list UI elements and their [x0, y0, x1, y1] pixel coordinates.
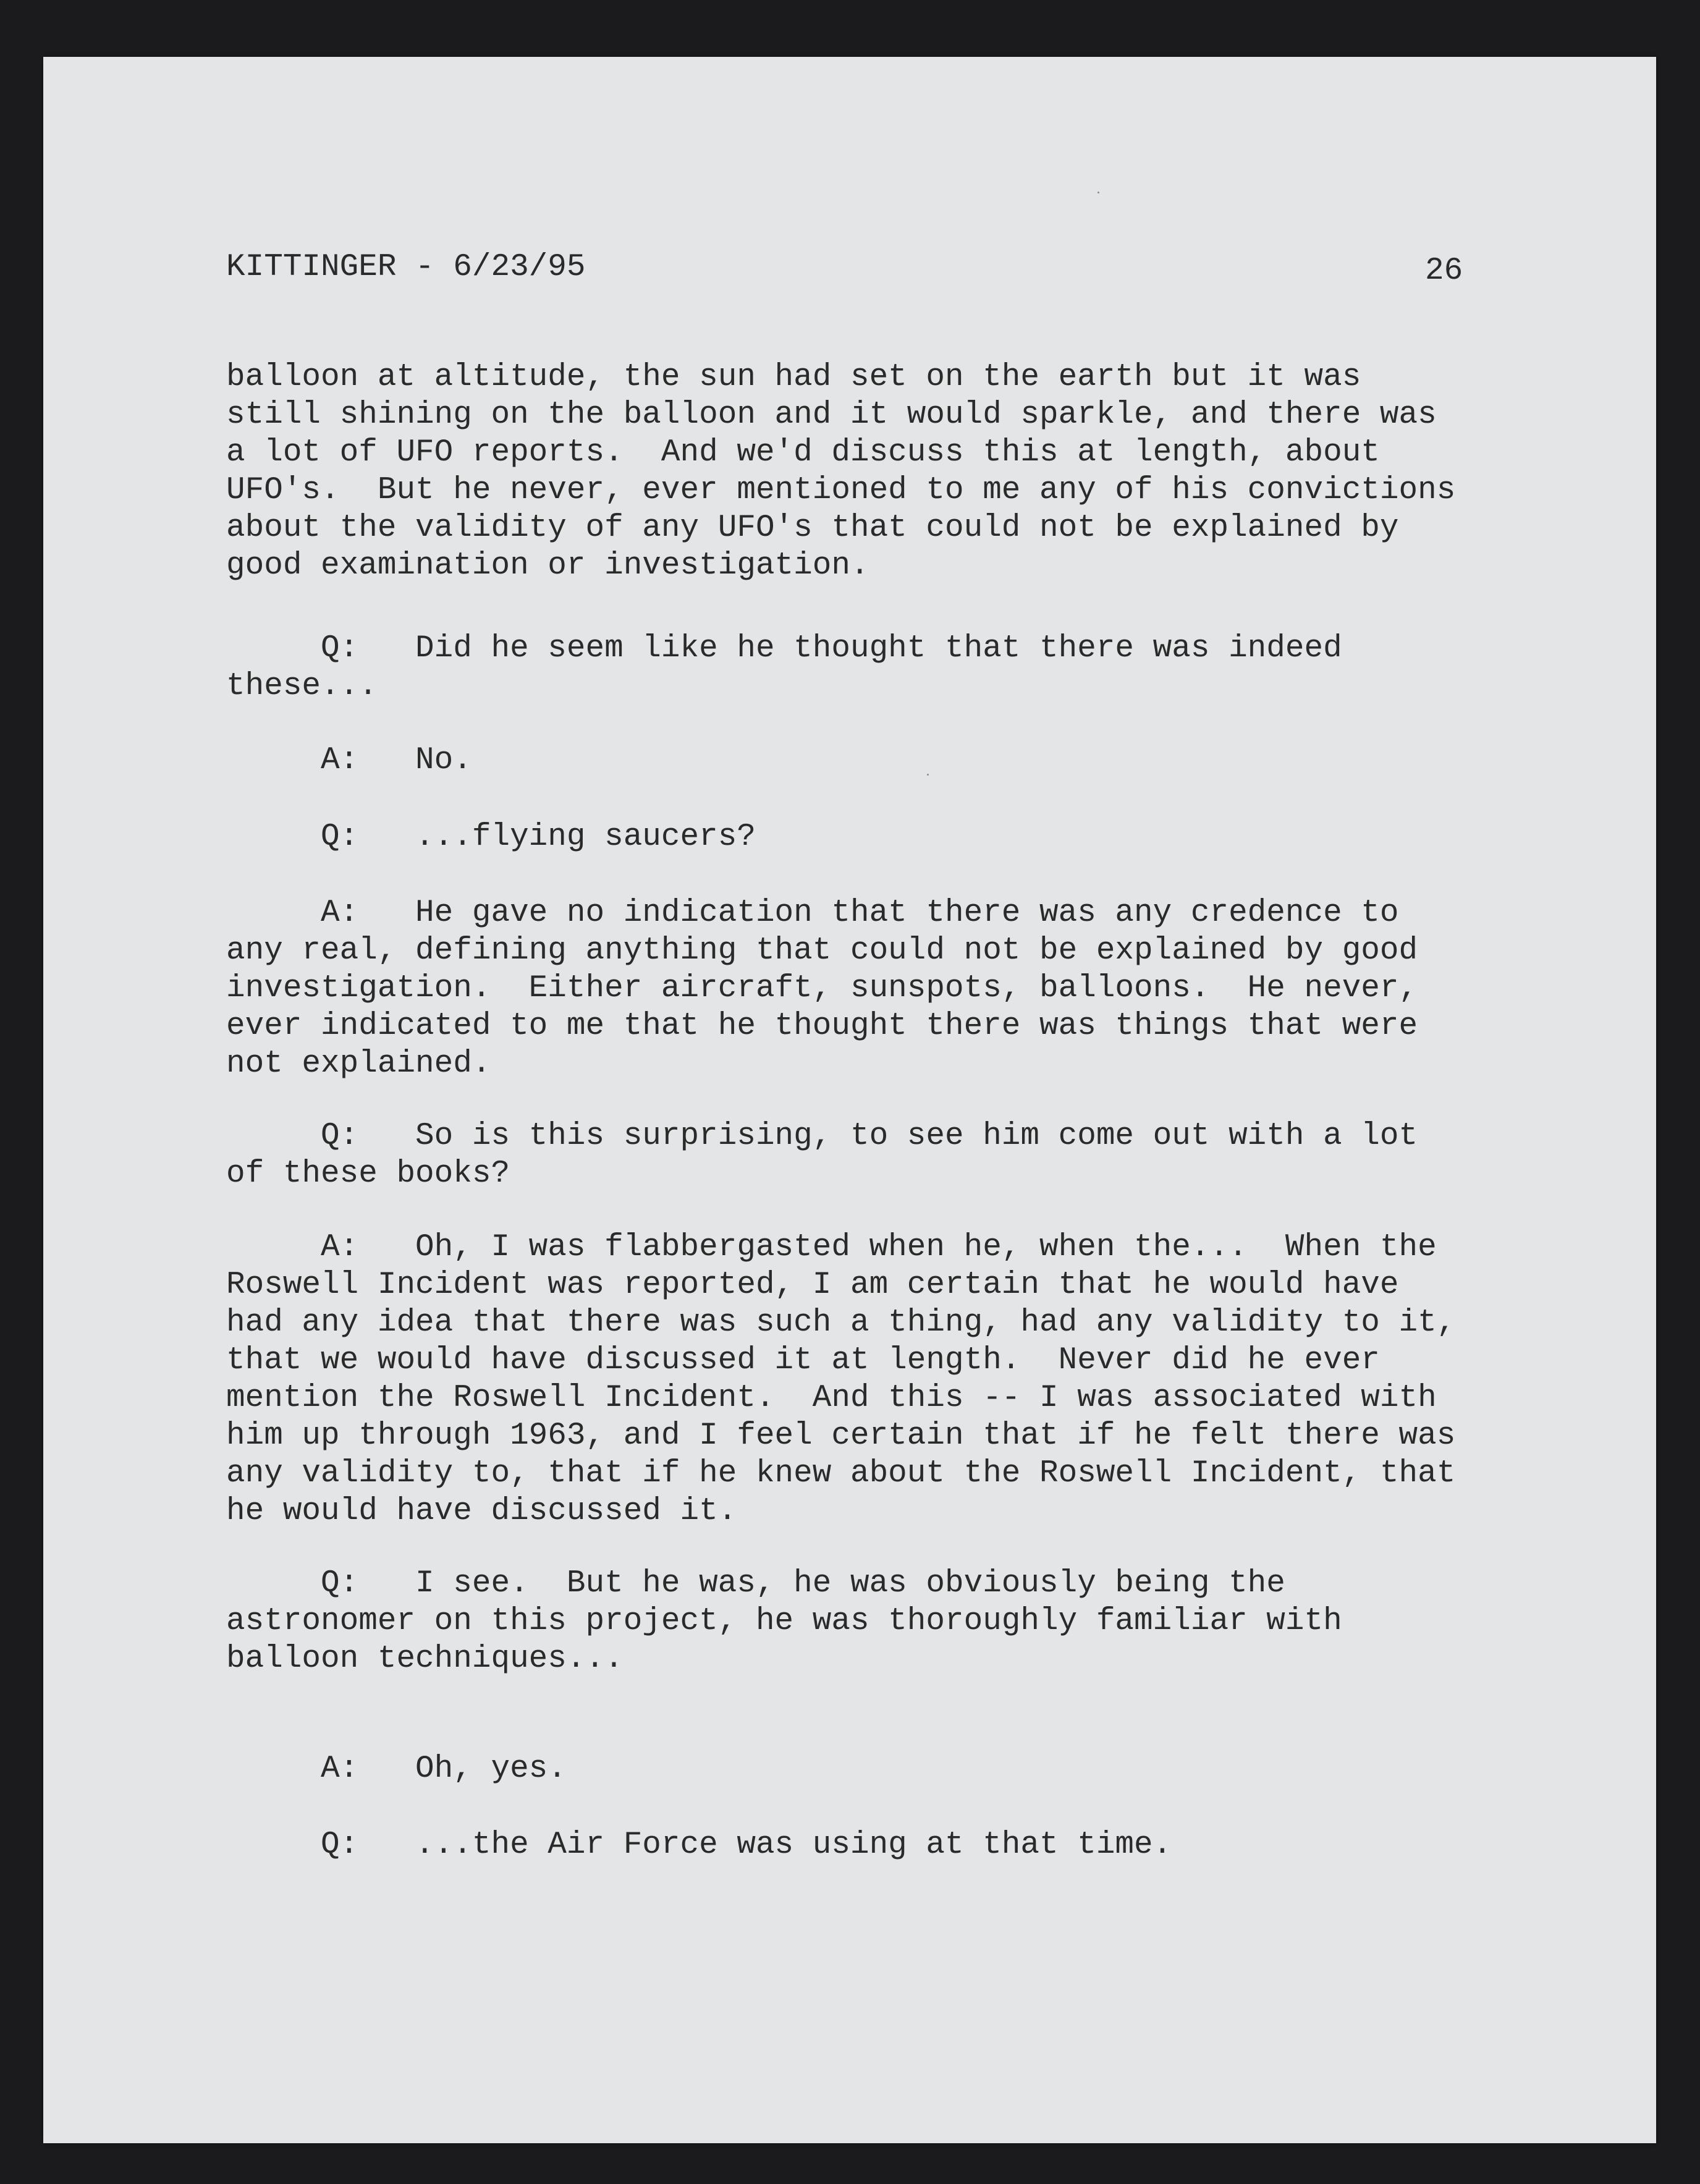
question-1: Q: Did he seem like he thought that there was indeed these...: [226, 631, 1342, 704]
question-3: Q: So is this surprising, to see him come out with a lot of these books?: [226, 1119, 1418, 1191]
answer-4: A: Oh, yes.: [226, 1751, 567, 1787]
paragraph-continuation: balloon at altitude, the sun had set on the earth but it was still shining on the balloon and it would sparkle, and there was a lot of UFO reports. And we'd discuss this at length, about UFO's. But he never, ever mentioned to me any of his convictions about the validity of any UFO's that could not be explained by good examination or investigation.: [226, 360, 1456, 583]
paper-speck: [1097, 192, 1099, 193]
document-page: [43, 57, 1656, 2143]
question-2: Q: ...flying saucers?: [226, 819, 756, 855]
answer-2: A: He gave no indication that there was any credence to any real, defining anything that could not be explained by good investigation. Either aircraft, sunspots, balloons. He never, ever indicated to me that he thought there was things that were not explained.: [226, 895, 1418, 1081]
paper-speck: [927, 774, 929, 776]
page-number: 26: [1425, 253, 1463, 289]
answer-3: A: Oh, I was flabbergasted when he, when the... When the Roswell Incident was reported, I am certain that he would have had any idea that there was such a thing, had any validity to it, that we would have discussed it at length. Never did he ever mention the Roswell Incident. And this -- I was associated with him up through 1963, and I feel certain that if he felt there was any validity to, that if he knew about the Roswell Incident, that he would have discussed it.: [226, 1230, 1456, 1529]
question-4: Q: I see. But he was, he was obviously being the astronomer on this project, he was thoroughly familiar with balloon techniques...: [226, 1566, 1342, 1677]
document-header-title: KITTINGER - 6/23/95: [226, 250, 586, 285]
question-5: Q: ...the Air Force was using at that time.: [226, 1827, 1172, 1863]
answer-1: A: No.: [226, 743, 472, 778]
